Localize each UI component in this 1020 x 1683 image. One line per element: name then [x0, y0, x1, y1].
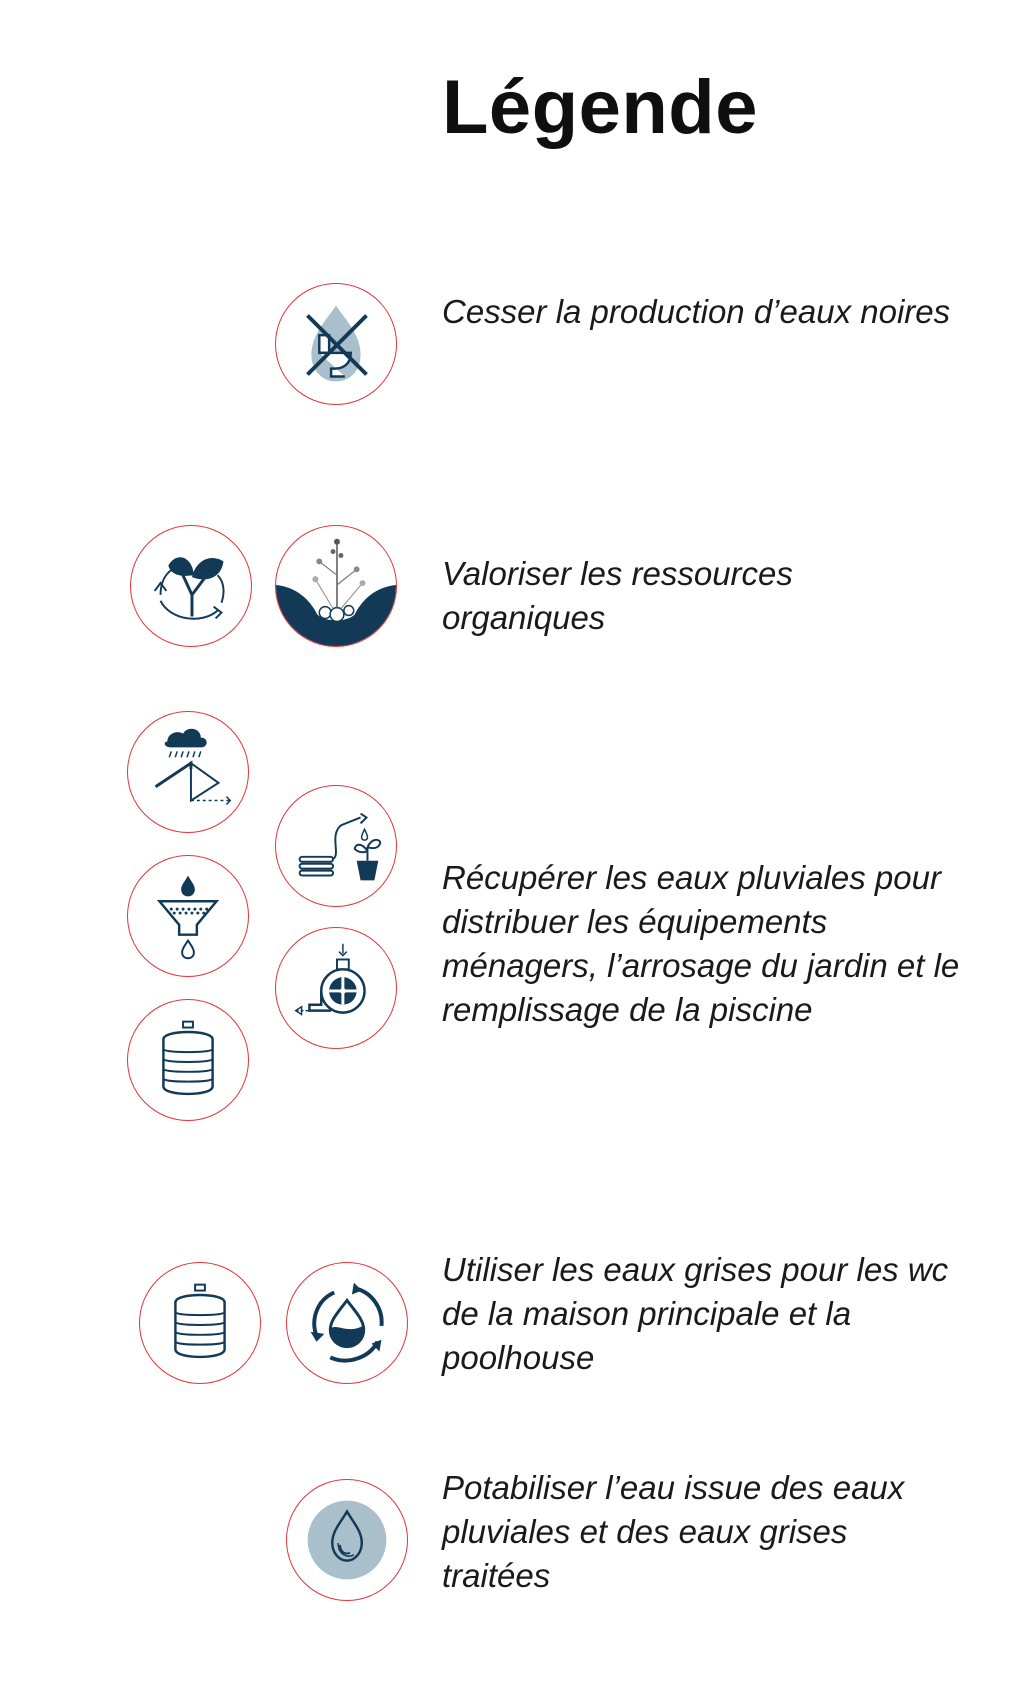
legend-item-3-text: Récupérer les eaux pluviales pour distribuer les équipements ménagers, l’arrosage du jardin et le remplissage de la piscine: [442, 859, 960, 1028]
compost-leaves-icon: [130, 525, 252, 647]
crossed-toilet-drop-icon: [275, 283, 397, 405]
water-recycling-icon: [286, 1262, 408, 1384]
garden-hose-plant-icon: [275, 785, 397, 907]
planted-soil-icon: [275, 525, 397, 647]
water-pump-icon: [275, 927, 397, 1049]
drinking-water-drop-icon: [286, 1479, 408, 1601]
water-tank-icon: [139, 1262, 261, 1384]
legend-item-4-text: Utiliser les eaux grises pour les wc de la maison principale et la poolhouse: [442, 1251, 949, 1376]
page-title: Légende: [442, 65, 758, 150]
rain-filter-funnel-icon: [127, 855, 249, 977]
rain-roof-collection-icon: [127, 711, 249, 833]
legend-item-1-text: Cesser la production d’eaux noires: [442, 293, 951, 330]
legend-item-2-text: Valoriser les ressources organiques: [442, 555, 793, 636]
water-tank-icon: [127, 999, 249, 1121]
legend-item-5-text: Potabiliser l’eau issue des eaux pluviales et des eaux grises traitées: [442, 1469, 905, 1594]
